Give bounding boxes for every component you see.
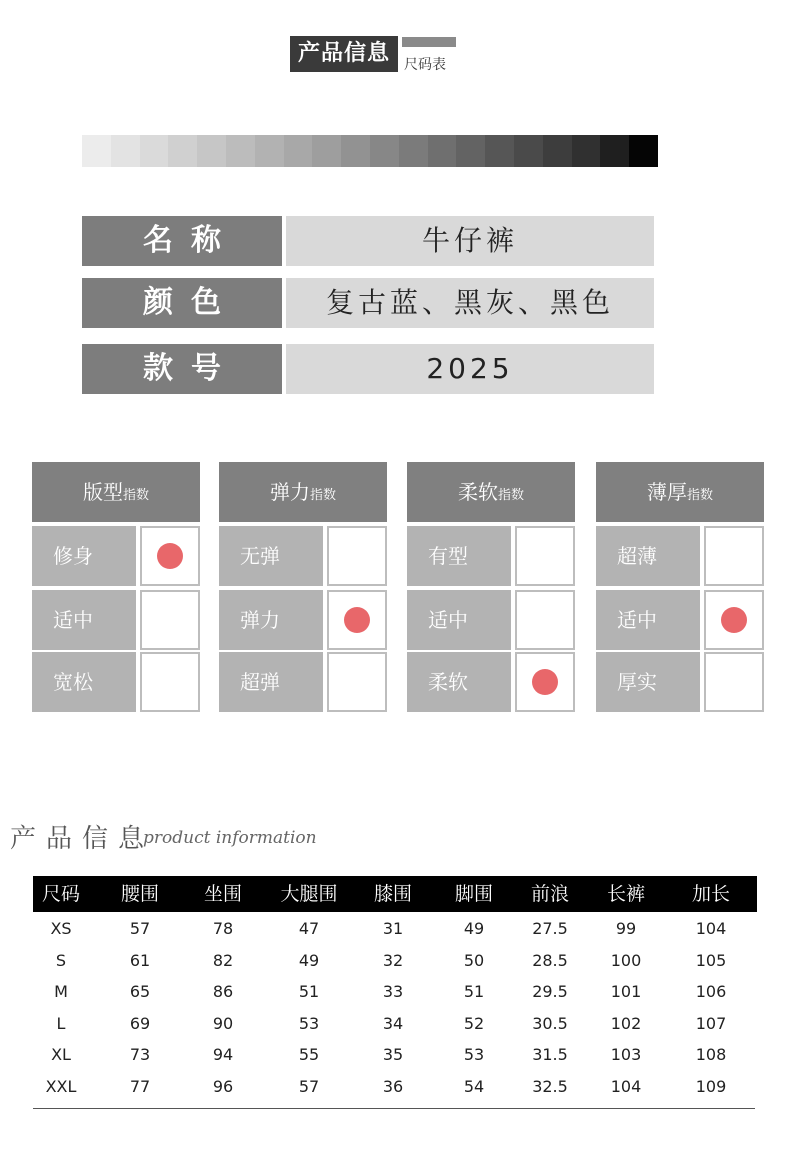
gradient-swatch xyxy=(168,135,197,167)
gradient-swatch xyxy=(399,135,428,167)
table-cell: 90 xyxy=(212,1013,234,1033)
gradient-swatch xyxy=(514,135,543,167)
table-cell: 107 xyxy=(695,1013,727,1033)
table-cell: 49 xyxy=(463,919,485,938)
table-cell: 29.5 xyxy=(532,982,568,1001)
index-option-row xyxy=(407,590,575,650)
table-cell: 36 xyxy=(382,1076,404,1096)
table-cell: 35 xyxy=(382,1045,404,1064)
index-option-row xyxy=(32,590,200,650)
index-option-label: 超薄 xyxy=(596,526,700,586)
index-panel-header xyxy=(32,462,200,522)
index-suffix: 指数 xyxy=(309,488,336,503)
gradient-swatch xyxy=(82,135,111,167)
gradient-swatch xyxy=(312,135,341,167)
index-suffix: 指数 xyxy=(122,488,149,503)
table-cell: 31 xyxy=(382,919,404,938)
header-subtitle: 尺码表 xyxy=(404,57,446,73)
gradient-swatch xyxy=(370,135,399,167)
table-cell: 86 xyxy=(212,982,234,1001)
table-cell: 50 xyxy=(463,950,485,970)
table-cell: S xyxy=(55,950,67,970)
size-table-header-cell: 腰围 xyxy=(120,883,159,905)
index-panel xyxy=(407,462,575,714)
index-option-row xyxy=(32,652,200,712)
gradient-swatch xyxy=(485,135,514,167)
gradient-swatch xyxy=(543,135,572,167)
table-cell: 69 xyxy=(129,1013,151,1033)
selected-dot-icon xyxy=(721,607,747,633)
gradient-swatch xyxy=(111,135,140,167)
index-option-label: 厚实 xyxy=(596,652,700,712)
table-row xyxy=(33,913,757,944)
index-option-row xyxy=(219,590,387,650)
selected-dot-icon xyxy=(157,543,183,569)
header-accent-bar xyxy=(402,37,456,47)
table-cell: 53 xyxy=(298,1013,320,1033)
index-option-label: 弹力 xyxy=(219,590,323,650)
table-cell: 78 xyxy=(212,919,234,938)
grayscale-gradient-strip xyxy=(82,135,658,167)
index-option-box xyxy=(515,590,575,650)
index-suffix: 指数 xyxy=(497,488,524,503)
index-suffix: 指数 xyxy=(686,488,713,503)
table-cell: 106 xyxy=(695,982,727,1001)
table-cell: 82 xyxy=(212,950,234,970)
table-cell: 28.5 xyxy=(532,950,568,970)
info-label: 款号 xyxy=(82,344,282,394)
table-row xyxy=(33,945,757,976)
index-panel-header xyxy=(596,462,764,522)
index-option-box xyxy=(140,526,200,586)
info-label: 颜色 xyxy=(82,278,282,328)
index-option-box xyxy=(704,526,764,586)
gradient-swatch xyxy=(456,135,485,167)
table-cell: 103 xyxy=(610,1045,642,1064)
table-cell: 31.5 xyxy=(532,1045,568,1064)
table-cell: 55 xyxy=(298,1045,320,1064)
table-cell: XL xyxy=(51,1045,71,1064)
index-title: 弹力 xyxy=(269,480,310,504)
table-cell: 34 xyxy=(382,1013,404,1033)
table-cell: 32 xyxy=(382,950,404,970)
index-panel xyxy=(596,462,764,714)
table-cell: 105 xyxy=(695,950,727,970)
info-row-color xyxy=(82,278,654,328)
info-row-name xyxy=(82,216,654,266)
index-option-box xyxy=(515,652,575,712)
table-cell: M xyxy=(54,982,68,1001)
size-table-header-cell: 尺码 xyxy=(41,883,80,905)
size-table-header-cell: 加长 xyxy=(691,883,730,905)
table-row xyxy=(33,1071,757,1102)
gradient-swatch xyxy=(140,135,169,167)
size-table-header-cell: 脚围 xyxy=(454,883,493,905)
index-panel-header xyxy=(219,462,387,522)
info-value: 复古蓝、黑灰、黑色 xyxy=(286,278,654,328)
selected-dot-icon xyxy=(344,607,370,633)
index-option-label: 宽松 xyxy=(32,652,136,712)
size-table-header-cell: 坐围 xyxy=(203,883,242,905)
index-option-box xyxy=(515,526,575,586)
info-row-style-number xyxy=(82,344,654,394)
table-cell: 47 xyxy=(298,919,320,938)
size-table-header-cell: 大腿围 xyxy=(280,883,338,905)
table-cell: 104 xyxy=(695,919,727,938)
index-option-row xyxy=(596,652,764,712)
index-option-box xyxy=(140,652,200,712)
table-cell: 65 xyxy=(129,982,151,1001)
table-cell: 101 xyxy=(610,982,642,1001)
size-table-bottom-rule xyxy=(33,1108,755,1109)
table-cell: 53 xyxy=(463,1045,485,1064)
index-option-row xyxy=(596,590,764,650)
gradient-swatch xyxy=(197,135,226,167)
index-option-box xyxy=(704,590,764,650)
index-option-box xyxy=(327,652,387,712)
index-option-row xyxy=(219,526,387,586)
table-row xyxy=(33,1008,757,1039)
index-option-box xyxy=(327,590,387,650)
table-cell: 49 xyxy=(298,950,320,970)
index-option-label: 修身 xyxy=(32,526,136,586)
product-info-title: 产品信息 xyxy=(10,824,155,854)
index-option-row xyxy=(407,652,575,712)
table-cell: 77 xyxy=(129,1076,151,1096)
table-cell: XXL xyxy=(45,1076,77,1096)
table-cell: 57 xyxy=(129,919,151,938)
info-value: 牛仔裤 xyxy=(286,216,654,266)
index-option-box xyxy=(327,526,387,586)
table-cell: 54 xyxy=(463,1076,485,1096)
index-option-label: 适中 xyxy=(32,590,136,650)
table-cell: 104 xyxy=(610,1076,642,1096)
product-info-subtitle: product information xyxy=(143,828,317,848)
index-option-box xyxy=(140,590,200,650)
table-cell: 61 xyxy=(129,950,151,970)
index-panel xyxy=(219,462,387,714)
table-cell: 51 xyxy=(298,982,320,1001)
table-cell: 109 xyxy=(695,1076,727,1096)
table-cell: 102 xyxy=(610,1013,642,1033)
table-cell: 32.5 xyxy=(532,1076,568,1096)
index-option-label: 无弹 xyxy=(219,526,323,586)
table-cell: 33 xyxy=(382,982,404,1001)
info-label: 名称 xyxy=(82,216,282,266)
selected-dot-icon xyxy=(532,669,558,695)
index-panel xyxy=(32,462,200,714)
index-option-row xyxy=(219,652,387,712)
index-option-label: 柔软 xyxy=(407,652,511,712)
index-title: 版型 xyxy=(82,480,123,504)
table-cell: 99 xyxy=(615,919,637,938)
gradient-swatch xyxy=(428,135,457,167)
index-title: 薄厚 xyxy=(646,480,687,504)
index-option-label: 适中 xyxy=(407,590,511,650)
gradient-swatch xyxy=(255,135,284,167)
gradient-swatch xyxy=(600,135,629,167)
table-cell: 94 xyxy=(212,1045,234,1064)
size-table-header-cell: 前浪 xyxy=(530,883,569,905)
table-row xyxy=(33,1039,757,1070)
table-cell: L xyxy=(56,1013,66,1033)
index-option-row xyxy=(407,526,575,586)
gradient-swatch xyxy=(629,135,658,167)
table-cell: XS xyxy=(50,919,72,938)
table-cell: 57 xyxy=(298,1076,320,1096)
index-title: 柔软 xyxy=(457,480,498,504)
table-cell: 108 xyxy=(695,1045,727,1064)
table-cell: 73 xyxy=(129,1045,151,1064)
index-option-label: 适中 xyxy=(596,590,700,650)
index-option-row xyxy=(596,526,764,586)
table-cell: 100 xyxy=(610,950,642,970)
size-table-header-cell: 膝围 xyxy=(373,883,412,905)
info-value: 2025 xyxy=(286,344,654,394)
size-table-header-cell: 长裤 xyxy=(606,883,645,905)
index-panel-header xyxy=(407,462,575,522)
header-title: 产品信息 xyxy=(290,36,398,72)
table-cell: 51 xyxy=(463,982,485,1001)
index-option-box xyxy=(704,652,764,712)
index-option-label: 有型 xyxy=(407,526,511,586)
index-option-label: 超弹 xyxy=(219,652,323,712)
gradient-swatch xyxy=(226,135,255,167)
table-cell: 27.5 xyxy=(532,919,568,938)
table-cell: 30.5 xyxy=(532,1013,568,1033)
index-option-row xyxy=(32,526,200,586)
table-cell: 96 xyxy=(212,1076,234,1096)
gradient-swatch xyxy=(572,135,601,167)
gradient-swatch xyxy=(341,135,370,167)
table-cell: 52 xyxy=(463,1013,485,1033)
gradient-swatch xyxy=(284,135,313,167)
size-table-header xyxy=(33,876,757,912)
table-row xyxy=(33,976,757,1007)
